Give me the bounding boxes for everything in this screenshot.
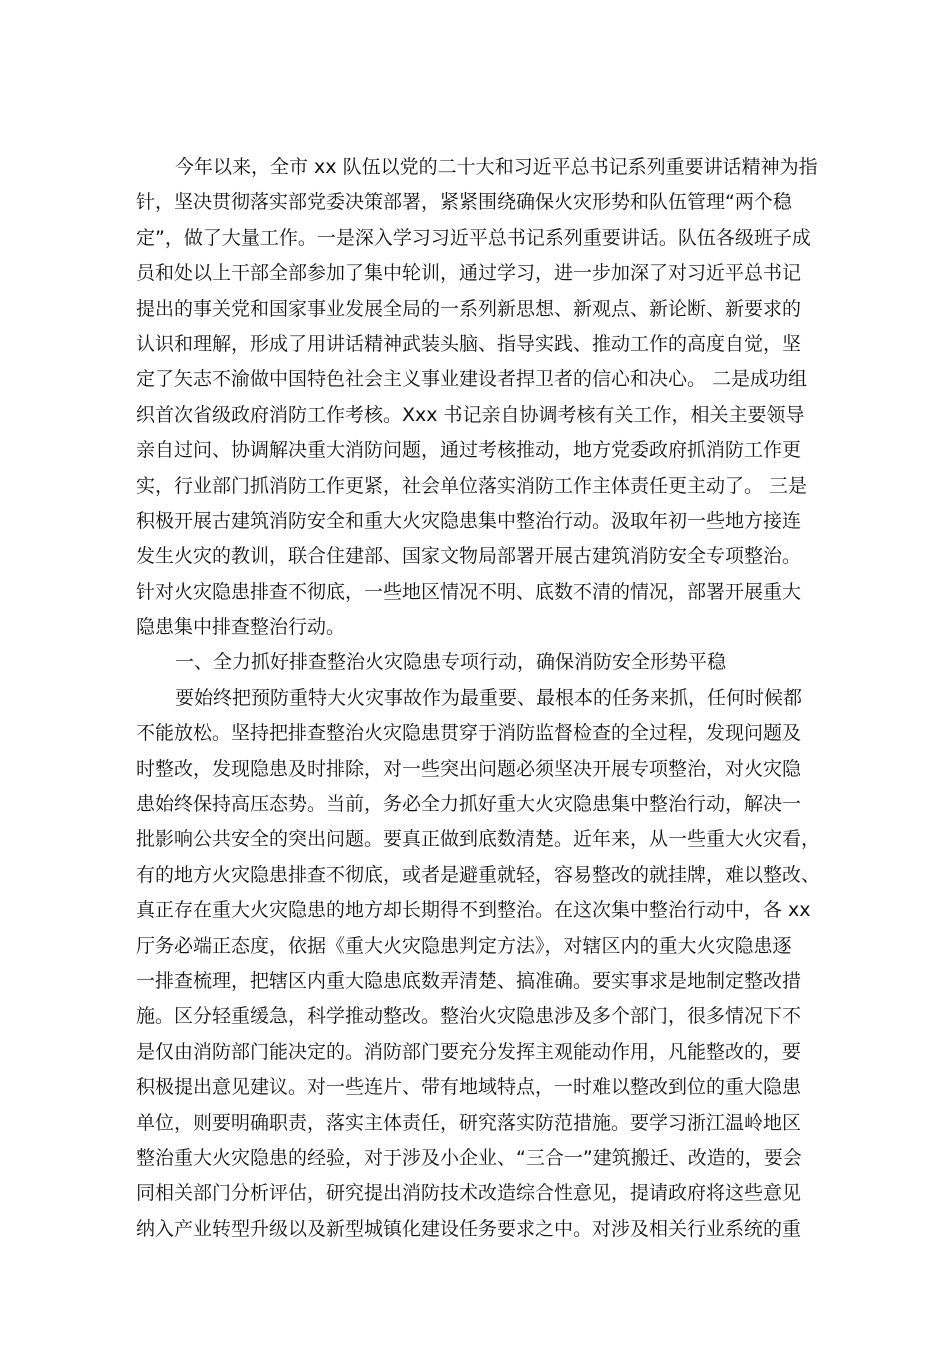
text-line: 是仅由消防部门能决定的。消防部门要充分发挥主观能动作用，凡能整改的，要 [136, 1040, 802, 1063]
text-line: 积极提出意见建议。对一些连片、带有地域特点，一时难以整改到位的重大隐患 [136, 1076, 802, 1099]
text-line: 认识和理解，形成了用讲话精神武装头脑、指导实践、推动工作的高度自觉，坚 [136, 332, 802, 355]
text-line: 发生火灾的教训，联合住建部、国家文物局部署开展古建筑消防安全专项整治。 [136, 545, 802, 568]
text-line: 隐患集中排查整治行动。 [136, 616, 346, 639]
text-line: 亲自过问、协调解决重大消防问题，通过考核推动，地方党委政府抓消防工作更 [136, 439, 802, 462]
text-line: 积极开展古建筑消防安全和重大火灾隐患集中整治行动。汲取年初一些地方接连 [136, 509, 802, 532]
text-line: 施。区分轻重缓急，科学推动整改。整治火灾隐患涉及多个部门，很多情况下不 [136, 1005, 802, 1028]
text-line: 定了矢志不渝做中国特色社会主义事业建设者捍卫者的信心和决心。 二是成功组 [136, 368, 808, 391]
text-line: 整治重大火灾隐患的经验，对于涉及小企业、“三合一”建筑搬迁、改造的，要会 [136, 1146, 802, 1169]
text-line: 定”，做了大量工作。一是深入学习习近平总书记系列重要讲话。队伍各级班子成 [136, 226, 811, 249]
text-line: 厅务必端正态度，依据《重大火灾隐患判定方法》，对辖区内的重大火灾隐患逐 [136, 934, 792, 957]
text-line: 时整改，发现隐患及时排除，对一些突出问题必须坚决开展专项整治，对火灾隐 [136, 757, 802, 780]
text-line: 批影响公共安全的突出问题。要真正做到底数清楚。近年来，从一些重大火灾看， [136, 828, 821, 851]
text-line: 今年以来，全市 xx 队伍以党的二十大和习近平总书记系列重要讲话精神为指 [175, 156, 818, 178]
text-line: 员和处以上干部全部参加了集中轮训，通过学习，进一步加深了对习近平总书记 [136, 262, 802, 285]
text-line: 纳入产业转型升级以及新型城镇化建设任务要求之中。对涉及相关行业系统的重 [136, 1217, 802, 1240]
document-body [136, 150, 848, 1247]
text-line: 单位，则要明确职责，落实主体责任，研究落实防范措施。要学习浙江温岭地区 [136, 1111, 802, 1134]
text-line: 有的地方火灾隐患排查不彻底，或者是避重就轻，容易整改的就挂牌，难以整改、 [136, 863, 821, 886]
text-line: 不能放松。坚持把排查整治火灾隐患贯穿于消防监督检查的全过程，发现问题及 [136, 722, 802, 745]
text-line: 真正存在重大火灾隐患的地方却长期得不到整治。在这次集中整治行动中，各 xx [136, 899, 811, 922]
text-line: 针，坚决贯彻落实部党委决策部署，紧紧围绕确保火灾形势和队伍管理“两个稳 [136, 191, 792, 214]
text-line: 实，行业部门抓消防工作更紧，社会单位落实消防工作主体责任更主动了。 三是 [136, 474, 808, 497]
text-line: 要始终把预防重特大火灾事故作为最重要、最根本的任务来抓，任何时候都 [175, 686, 803, 709]
text-line: 织首次省级政府消防工作考核。Xxx 书记亲自协调考核有关工作，相关主要领导 [136, 403, 805, 426]
text-line: 患始终保持高压态势。当前，务必全力抓好重大火灾隐患集中整治行动，解决一 [136, 793, 802, 816]
text-line: 提出的事关党和国家事业发展全局的一系列新思想、新观点、新论断、新要求的 [136, 297, 802, 320]
text-line: 同相关部门分析评估，研究提出消防技术改造综合性意见，提请政府将这些意见 [136, 1182, 802, 1205]
text-line: 一、全力抓好排查整治火灾隐患专项行动，确保消防安全形势平稳 [175, 651, 727, 674]
text-line: 针对火灾隐患排查不彻底，一些地区情况不明、底数不清的情况，部署开展重大 [136, 580, 802, 603]
text-line: 一排查梳理，把辖区内重大隐患底数弄清楚、搞准确。要实事求是地制定整改措 [136, 969, 802, 992]
